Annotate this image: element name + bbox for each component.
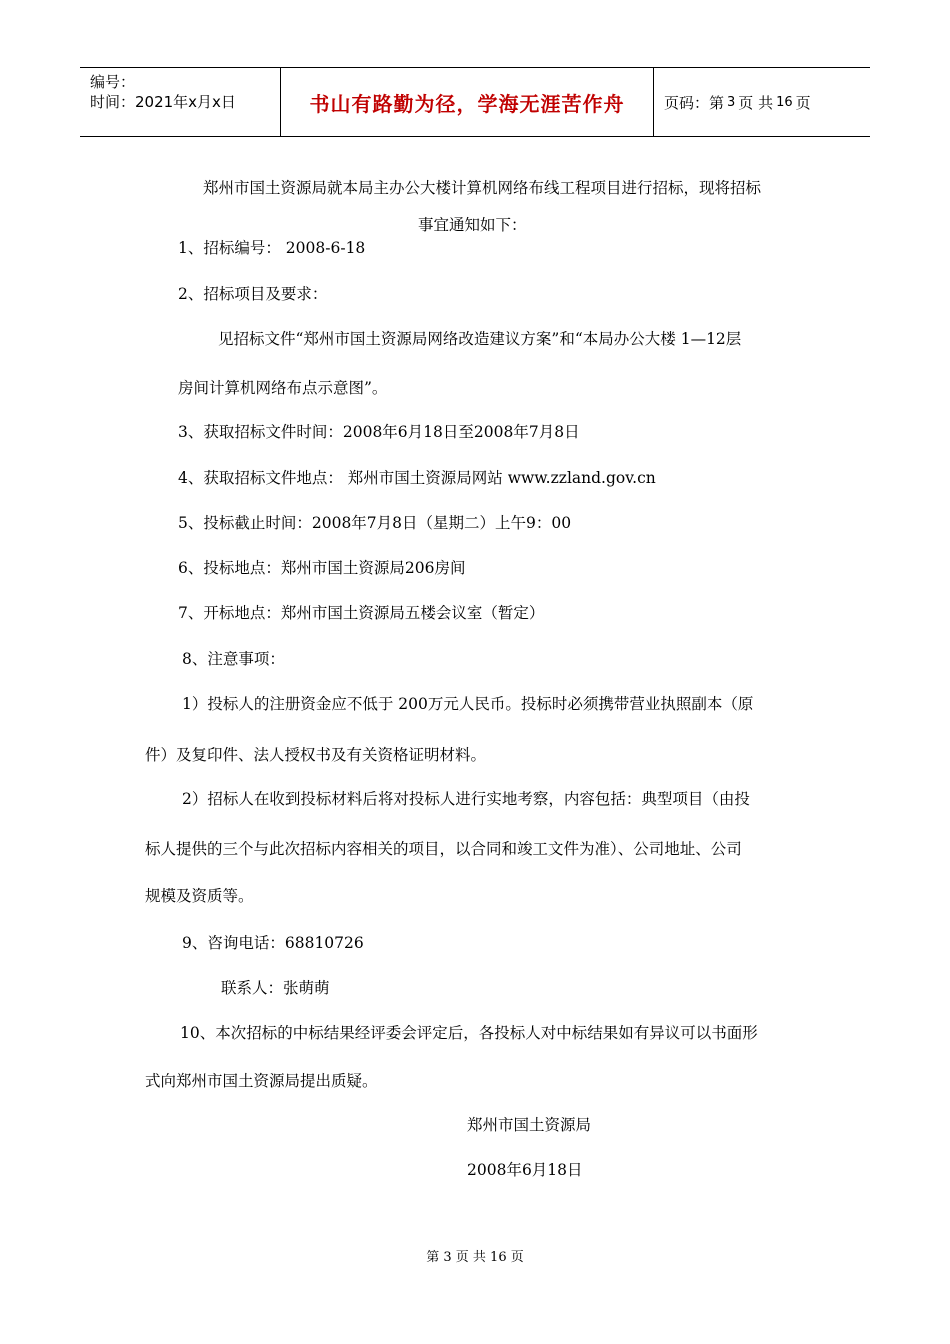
item-8: 8、注意事项：	[182, 650, 285, 668]
page-suffix: 页	[795, 93, 811, 112]
item-8-1-line-1: 1）投标人的注册资金应不低于 200万元人民币。投标时必须携带营业执照副本（原	[182, 695, 754, 713]
time-label: 时间：2021年x月x日	[90, 93, 236, 111]
item-10-line-2: 式向郑州市国土资源局提出质疑。	[145, 1072, 378, 1090]
intro-line-1: 郑州市国土资源局就本局主办公大楼计算机网络布线工程项目进行招标，现将招标	[203, 179, 762, 197]
item-8-2-line-2: 标人提供的三个与此次招标内容相关的项目，以合同和竣工文件为准）、公司地址、公司	[145, 840, 742, 858]
serial-label: 编号：	[90, 73, 136, 91]
page-footer: 第 3 页 共 16 页	[426, 1250, 524, 1265]
issue-date: 2008年6月18日	[467, 1161, 583, 1179]
item-8-2-line-3: 规模及资质等。	[145, 887, 254, 905]
item-6: 6、投标地点：郑州市国土资源局206房间	[178, 559, 466, 577]
page-current: 3	[727, 94, 736, 110]
item-5: 5、投标截止时间：2008年7月8日（星期二）上午9：00	[178, 514, 572, 532]
item-8-1-line-2: 件）及复印件、法人授权书及有关资格证明材料。	[145, 746, 487, 764]
header-motto: 书山有路勤为径，学海无涯苦作舟	[281, 68, 654, 136]
contact-person: 联系人：张萌萌	[221, 979, 330, 997]
page-mid: 页 共	[738, 93, 774, 112]
item-10-line-1: 10、本次招标的中标结果经评委会评定后，各投标人对中标结果如有异议可以书面形	[180, 1024, 758, 1042]
item-4: 4、获取招标文件地点： 郑州市国土资源局网站 www.zzland.gov.cn	[178, 469, 656, 487]
item-1: 1、招标编号： 2008-6-18	[178, 239, 366, 257]
intro-line-2: 事宜通知如下：	[418, 216, 527, 234]
item-8-2-line-1: 2）招标人在收到投标材料后将对投标人进行实地考察，内容包括：典型项目（由投	[182, 790, 750, 808]
item-9: 9、咨询电话：68810726	[182, 934, 364, 952]
issuer-signature: 郑州市国土资源局	[467, 1116, 592, 1134]
item-7: 7、开标地点：郑州市国土资源局五楼会议室（暂定）	[178, 604, 545, 622]
item-2-detail-line-2: 房间计算机网络布点示意图”。	[178, 379, 388, 397]
page-prefix: 页码：第	[664, 93, 725, 112]
item-2-detail-line-1: 见招标文件“郑州市国土资源局网络改造建议方案”和“本局办公大楼 1—12层	[218, 330, 742, 348]
item-2: 2、招标项目及要求：	[178, 285, 328, 303]
page-total: 16	[776, 94, 793, 110]
item-3: 3、获取招标文件时间：2008年6月18日至2008年7月8日	[178, 423, 580, 441]
